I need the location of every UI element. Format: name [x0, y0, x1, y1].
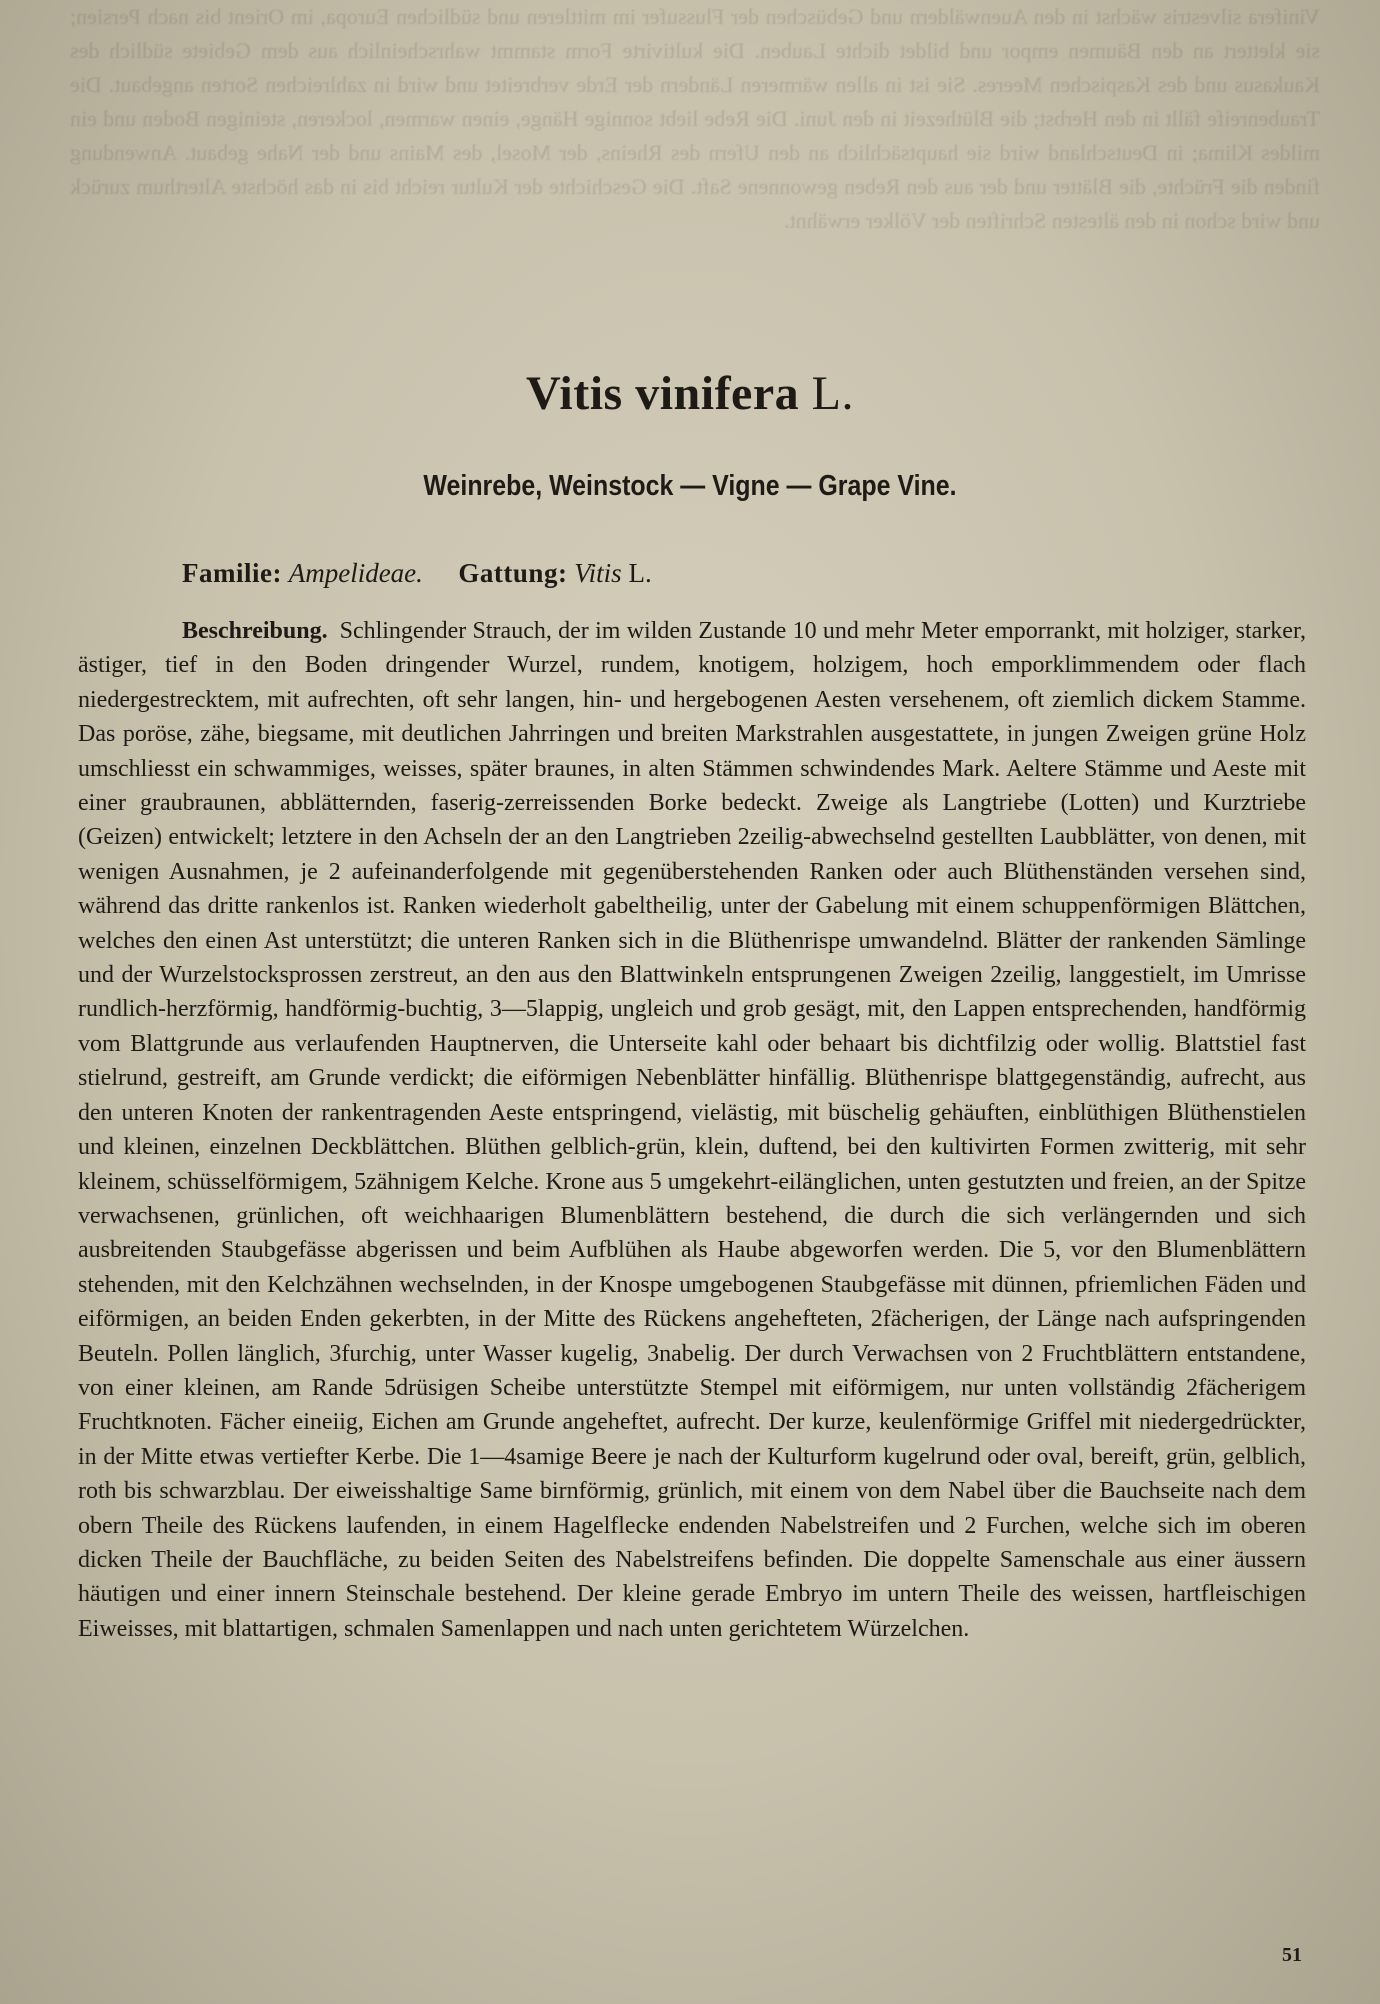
species-author: L.: [811, 367, 854, 420]
description-paragraph: [78, 614, 1306, 1646]
page-number: 51: [1282, 1944, 1302, 1966]
genus-value: Vitis: [574, 558, 622, 588]
family-label: Familie:: [182, 558, 282, 588]
genus-author: L.: [628, 558, 652, 588]
page-title: [0, 366, 1380, 421]
common-names: Weinrebe, Weinstock — Vigne — Grape Vine.: [423, 470, 957, 502]
family-value: Ampelideae.: [288, 558, 423, 588]
show-through-text: Vinifera silvestris wächst in den Auenwäldern und Gebüschen der Flussufer im mittleren und südlichen Europa, im Orient bis nach Persien; sie klettert an den Bäumen empor und bildet dichte Lauben. Die kultivirte Form stammt wahrscheinlich aus dem Gebiete südlich des Kaukasus und des Kaspischen Meeres. Sie ist in allen wärmeren Ländern der Erde verbreitet und wird in zahlreichen Sorten angebaut. Die Traubenreife fällt in den Herbst; die Blüthezeit in den Juni. Die Rebe liebt sonnige Hänge, einen warmen, lockeren, steinigen Boden und ein mildes Klima; in Deutschland wird sie hauptsächlich an den Ufern des Rheins, der Mosel, des Mains und der Nahe gebaut. Anwendung finden die Früchte, die Blätter und der aus den Reben gewonnene Saft. Die Geschichte der Kultur reicht bis in das höchste Alterthum zurück und wird schon in den ältesten Schriften der Völker erwähnt.: [70, 4, 1320, 233]
taxonomy-line: [182, 558, 652, 589]
species-name: Vitis vinifera: [525, 367, 800, 420]
description-text: Schlingender Strauch, der im wilden Zustande 10 und mehr Meter emporrankt, mit holziger, starker, ästiger, tief in den Boden dringender Wurzel, rundem, knotigem, holzigem, hoch emporklimmendem oder flach niedergestrecktem, mit aufrechten, oft sehr langen, hin- und hergebogenen Aesten versehenem, oft ziemlich dickem Stamme. Das poröse, zähe, biegsame, mit deutlichen Jahrringen und breiten Markstrahlen ausgestattete, in jungen Zweigen grüne Holz umschliesst ein schwammiges, weisses, später braunes, in alten Stämmen schwindendes Mark. Aeltere Stämme und Aeste mit einer graubraunen, abblätternden, faserig-zerreissenden Borke bedeckt. Zweige als Langtriebe (Lotten) und Kurztriebe (Geizen) entwickelt; letztere in den Achseln der an den Langtrieben 2zeilig-abwechselnd gestellten Laubblätter, von denen, mit wenigen Ausnahmen, je 2 aufeinanderfolgende mit gegenüberstehenden Ranken oder auch Blüthenständen versehen sind, während das dritte rankenlos ist. Ranken wiederholt gabeltheilig, unter der Gabelung mit einem schuppenförmigen Blättchen, welches den einen Ast unterstützt; die unteren Ranken sich in die Blüthenrispe umwandelnd. Blätter der rankenden Sämlinge und der Wurzelstocksprossen zerstreut, an den aus den Blattwinkeln entsprungenen Zweigen 2zeilig, langgestielt, im Umrisse rundlich-herzförmig, handförmig-buchtig, 3—5lappig, ungleich und grob gesägt, mit, den Lappen entsprechenden, handförmig vom Blattgrunde aus verlaufenden Hauptnerven, die Unterseite kahl oder behaart bis dichtfilzig oder wollig. Blattstiel fast stielrund, gestreift, am Grunde verdickt; die eiförmigen Nebenblätter hinfällig. Blüthenrispe blattgegenständig, aufrecht, aus den unteren Knoten der rankentragenden Aeste entspringend, vielästig, mit büschelig gehäuften, einblüthigen Blüthenstielen und kleinen, einzelnen Deckblättchen. Blüthen gelblich-grün, klein, duftend, bei den kultivirten Formen zwitterig, mit sehr kleinem, schüsselförmigem, 5zähnigem Kelche. Krone aus 5 umgekehrt-eilänglichen, unten gestutzten und freien, an der Spitze verwachsenen, grünlichen, oft weichhaarigen Blumenblättern bestehend, die durch die sich verlängernden und sich ausbreitenden Staubgefässe abgerissen und beim Aufblühen als Haube abgeworfen werden. Die 5, vor den Blumenblättern stehenden, mit den Kelchzähnen wechselnden, in der Knospe umgebogenen Staubgefässe mit dünnen, pfriemlichen Fäden und eiförmigen, an beiden Enden gekerbten, in der Mitte des Rückens angehefteten, 2fächerigen, der Länge nach aufspringenden Beuteln. Pollen länglich, 3furchig, unter Wasser kugelig, 3nabelig. Der durch Verwachsen von 2 Fruchtblättern entstandene, von einer kleinen, am Rande 5drüsigen Scheibe unterstützte Stempel mit eiförmigem, nur unten vollständig 2fächerigem Fruchtknoten. Fächer eineiig, Eichen am Grunde angeheftet, aufrecht. Der kurze, keulenförmige Griffel mit niedergedrückter, in der Mitte etwas vertiefter Kerbe. Die 1—4samige Beere je nach der Kulturform kugelrund oder oval, bereift, grün, gelblich, roth bis schwarzblau. Der eiweisshaltige Same birnförmig, grünlich, mit einem von dem Nabel über die Bauchseite nach dem obern Theile des Rückens laufenden, in einem Hagelflecke endenden Nabelstreifen und 2 Furchen, welche sich im oberen dicken Theile der Bauchfläche, zu beiden Seiten des Nabelstreifens befinden. Die doppelte Samenschale aus einer äussern häutigen und einer innern Steinschale bestehend. Der kleine gerade Embryo im untern Theile des weissen, hartfleischigen Eiweisses, mit blattartigen, schmalen Samenlappen und nach unten gerichtetem Würzelchen.: [78, 618, 1306, 1642]
description-label: Beschreibung.: [182, 618, 328, 644]
genus-label: Gattung:: [458, 558, 568, 588]
